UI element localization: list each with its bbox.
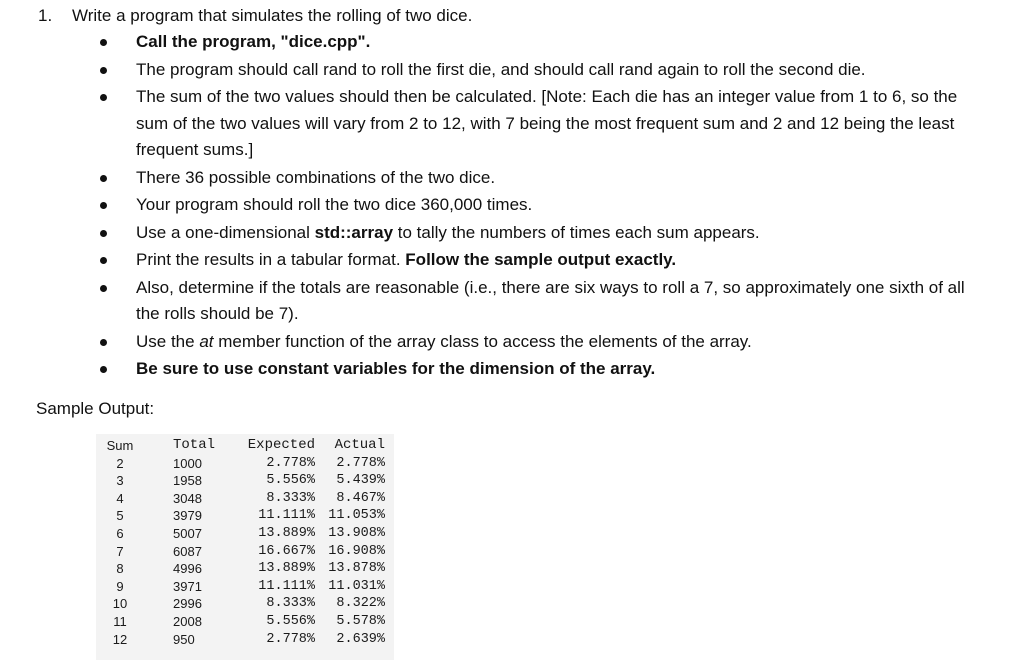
list-item-text: Follow the sample output exactly.	[405, 250, 677, 269]
cell-sum: 7	[116, 543, 124, 559]
cell-sum: 4	[116, 490, 124, 506]
sample-output-table	[100, 437, 385, 648]
cell-sum: 6	[116, 525, 124, 541]
cell-total: 6087	[173, 543, 202, 559]
cell-total: 3979	[173, 508, 202, 524]
bullet-dot-icon	[100, 366, 107, 373]
table-row	[100, 472, 385, 490]
cell-total: 4996	[173, 561, 202, 577]
list-item-text: std::array	[314, 222, 394, 242]
bullet-dot-icon	[100, 39, 107, 46]
question-number: 1.	[38, 6, 53, 25]
cell-actual: 11.031%	[328, 578, 385, 594]
cell-actual: 13.908%	[328, 525, 385, 541]
cell-total: 1958	[173, 473, 202, 489]
list-item-text: There 36 possible combinations of the two dice.	[136, 167, 496, 187]
list-item-text: at	[199, 331, 214, 351]
list-item	[0, 329, 1024, 356]
cell-expected: 2.778%	[266, 631, 315, 647]
bullet-dot-icon	[100, 257, 107, 264]
table-row	[100, 490, 385, 508]
bullet-dot-icon	[100, 175, 107, 182]
cell-total: 950	[173, 631, 195, 647]
cell-total: 5007	[173, 525, 202, 541]
list-item	[0, 356, 1024, 383]
list-item-text: Your program should roll the two dice 360,000 times.	[136, 195, 533, 214]
table-row	[100, 455, 385, 473]
bullet-dot-icon	[100, 339, 107, 346]
list-item	[0, 192, 1024, 219]
cell-sum: 11	[113, 613, 127, 629]
cell-actual: 5.578%	[336, 613, 385, 629]
list-item-text: Use a one-dimensional	[136, 222, 315, 242]
cell-expected: 2.778%	[266, 455, 315, 471]
cell-sum: 5	[116, 508, 124, 524]
list-item	[0, 165, 1024, 192]
list-item-text: Print the results in a tabular format.	[136, 250, 406, 269]
list-item-text: Use the	[136, 331, 200, 351]
cell-actual: 8.322%	[336, 596, 385, 612]
table-body	[100, 455, 385, 649]
cell-total: 2008	[173, 613, 202, 629]
cell-expected: 13.889%	[258, 525, 315, 541]
cell-sum: 12	[112, 631, 128, 647]
list-item-text: The sum of the two values should then be calculated. [Note: Each die has an integer value from 1 to 6, so the sum of the two values will vary from 2 to 12, with 7 being the most frequent sum and 2 and 12 being the least frequent sums.]	[136, 87, 958, 159]
header-expected: Expected	[247, 437, 315, 453]
requirements-list	[0, 29, 1024, 384]
table-header-row	[100, 437, 385, 455]
table-row	[100, 560, 385, 578]
cell-sum: 9	[116, 578, 124, 594]
cell-expected: 16.667%	[258, 543, 315, 559]
cell-sum: 10	[112, 596, 128, 612]
list-item-text: to tally the numbers of times each sum appears.	[393, 222, 760, 242]
cell-sum: 2	[116, 455, 124, 471]
cell-actual: 16.908%	[328, 543, 385, 559]
cell-expected: 5.556%	[266, 613, 315, 629]
cell-expected: 8.333%	[266, 490, 315, 506]
list-item	[0, 275, 1024, 328]
table-row	[100, 613, 385, 631]
header-sum: Sum	[106, 438, 134, 453]
cell-actual: 11.053%	[328, 508, 385, 524]
cell-expected: 11.111%	[258, 508, 315, 524]
cell-actual: 13.878%	[328, 561, 385, 577]
table-row	[100, 543, 385, 561]
bullet-dot-icon	[100, 94, 107, 101]
list-item-text: member function of the array class to access the elements of the array.	[213, 331, 752, 351]
sample-output-box	[96, 434, 394, 660]
list-item-text: Call the program, "dice.cpp".	[136, 32, 371, 51]
bullet-dot-icon	[100, 230, 107, 237]
cell-sum: 3	[116, 473, 124, 489]
table-row	[100, 525, 385, 543]
list-item	[0, 220, 1024, 247]
question-text: Write a program that simulates the rolling of two dice.	[72, 6, 473, 25]
bullet-dot-icon	[100, 67, 107, 74]
table-row	[100, 578, 385, 596]
header-actual: Actual	[334, 437, 385, 453]
cell-expected: 8.333%	[266, 596, 315, 612]
cell-total: 1000	[173, 455, 202, 471]
list-item	[0, 84, 1024, 164]
sample-output-label: Sample Output:	[36, 399, 155, 418]
list-item-text: Be sure to use constant variables for the dimension of the array.	[136, 359, 656, 378]
table-row	[100, 595, 385, 613]
bullet-dot-icon	[100, 202, 107, 209]
cell-expected: 13.889%	[258, 561, 315, 577]
cell-actual: 2.778%	[336, 455, 385, 471]
header-total: Total	[173, 437, 216, 453]
bullet-dot-icon	[100, 285, 107, 292]
cell-actual: 5.439%	[336, 473, 385, 489]
list-item-text: Also, determine if the totals are reasonable (i.e., there are six ways to roll a 7, so approximately one sixth of all the rolls should be 7).	[136, 277, 965, 323]
list-item	[0, 29, 1024, 56]
cell-sum: 8	[116, 561, 124, 577]
table-row	[100, 507, 385, 525]
cell-expected: 11.111%	[258, 578, 315, 594]
question-heading	[38, 3, 472, 29]
table-row	[100, 631, 385, 649]
list-item	[0, 57, 1024, 84]
cell-actual: 2.639%	[336, 631, 385, 647]
cell-total: 2996	[173, 596, 202, 612]
cell-total: 3971	[173, 578, 202, 594]
list-item-text: The program should call rand to roll the first die, and should call rand again to roll the second die.	[136, 59, 866, 79]
cell-total: 3048	[173, 490, 202, 506]
list-item	[0, 247, 1024, 274]
cell-expected: 5.556%	[266, 473, 315, 489]
cell-actual: 8.467%	[336, 490, 385, 506]
